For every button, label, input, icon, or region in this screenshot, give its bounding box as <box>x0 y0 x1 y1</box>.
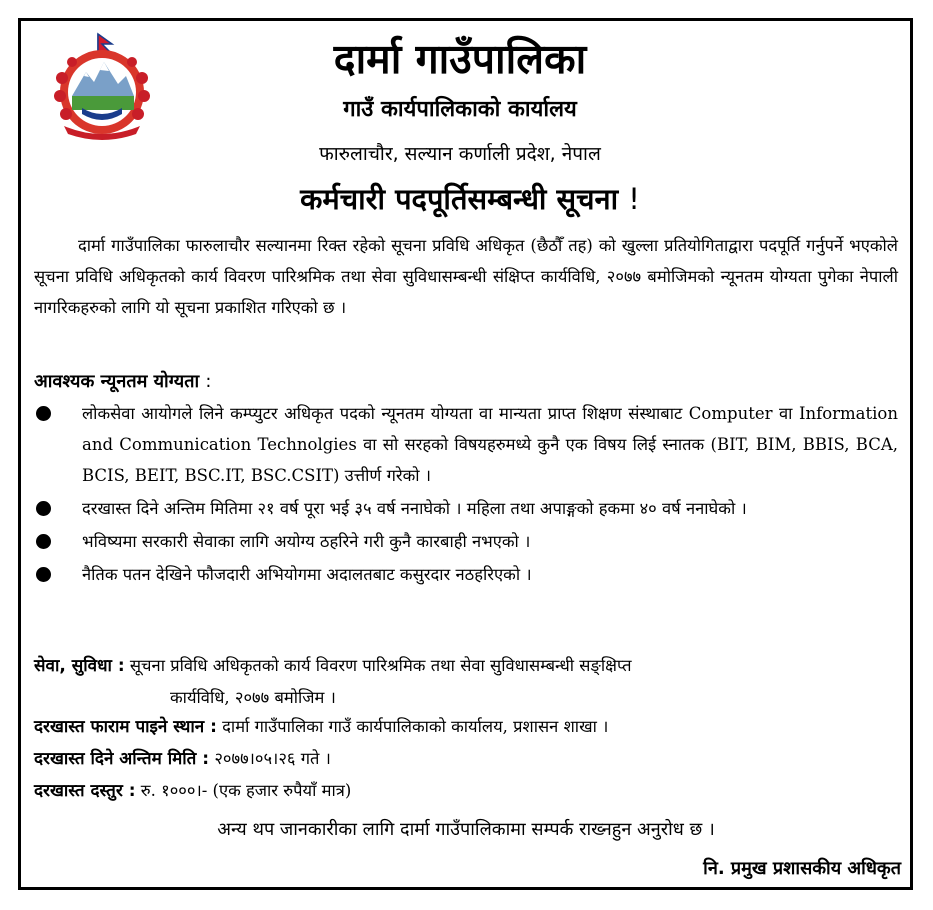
qualification-item-text: लोकसेवा आयोगले लिने कम्प्युटर अधिकृत पदको न्यूनतम योग्यता वा मान्यता प्राप्त शिक्षण संस्थाबाट Computer वा Information and Communication Technolgies वा सो सरहको विषयहरुमध्ये कुनै एक विषय लिई स्नातक (BIT, BIM, BBIS, BCA, BCIS, BEIT, BSC.IT, BSC.CSIT) उत्तीर्ण गरेको । <box>82 404 898 485</box>
office-subtitle: गाउँ कार्यपालिकाको कार्यालय <box>343 97 577 122</box>
application-place-value: दार्मा गाउँपालिका गाउँ कार्यपालिकाको कार्यालय, प्रशासन शाखा । <box>222 717 609 736</box>
notice-intro-paragraph: दार्मा गाउँपालिका फारुलाचौर सल्यानमा रिक्त रहेको सूचना प्रविधि अधिकृत (छैठौँ तह) को खुल्ला प्रतियोगिताद्वारा पदपूर्ति गर्नुपर्ने भएकोले सूचना प्रविधि अधिकृतको कार्य विवरण पारिश्रमिक तथा सेवा सुविधासम्बन्धी संक्षिप्त कार्यविधि, २०७७ बमोजिमको न्यूनतम योग्यता पुगेका नेपाली नागरिकहरुको लागि यो सूचना प्रकाशित गरिएको छ । <box>34 236 898 317</box>
application-deadline-value: २०७७।०५।२६ गते । <box>214 749 331 768</box>
application-deadline-label: दरखास्त दिने अन्तिम मिति : <box>34 749 210 769</box>
emblem-hills <box>72 96 134 110</box>
application-fee-row <box>34 776 898 806</box>
application-place-row <box>34 712 898 742</box>
qualification-heading-text: आवश्यक न्यूनतम योग्यता <box>34 371 200 392</box>
application-fee-value: रु. १०००।- (एक हजार रुपैयाँ मात्र) <box>140 781 352 800</box>
qualification-heading <box>34 368 212 396</box>
notice-title-mark: ! <box>628 182 640 216</box>
service-line-1: सूचना प्रविधि अधिकृतको कार्य विवरण पारिश्रमिक तथा सेवा सुविधासम्बन्धी सङ्क्षिप्त <box>129 656 632 675</box>
qualification-list <box>30 398 898 592</box>
signature-designation: नि. प्रमुख प्रशासकीय अधिकृत <box>703 858 901 879</box>
service-line-2: कार्यविधि, २०७७ बमोजिम । <box>170 688 336 707</box>
qualification-item <box>30 398 898 491</box>
qualification-item <box>30 493 898 524</box>
qualification-item <box>30 526 898 557</box>
municipality-title: दार्मा गाउँपालिका <box>333 35 587 83</box>
notice-title <box>100 176 840 222</box>
qualification-item-text: नैतिक पतन देखिने फौजदारी अभियोगमा अदालतबाट कसुरदार नठहरिएको । <box>82 565 532 584</box>
qualification-item-text: भविष्यमा सरकारी सेवाका लागि अयोग्य ठहरिने गरी कुनै कारबाही नभएको । <box>82 532 531 551</box>
application-place-label: दरखास्त फाराम पाइने स्थान : <box>34 717 217 737</box>
service-facility-section <box>34 650 898 713</box>
qualification-item-text: दरखास्त दिने अन्तिम मितिमा २१ वर्ष पूरा भई ३५ वर्ष ननाघेको । महिला तथा अपाङ्गको हकमा ४० वर्ष ननाघेको । <box>82 499 747 518</box>
qualification-item <box>30 559 898 590</box>
bullet-icon <box>36 567 51 582</box>
qualification-heading-colon: : <box>205 371 212 392</box>
bullet-icon <box>36 406 51 421</box>
application-fee-label: दरखास्त दस्तुर : <box>34 781 136 801</box>
contact-request: अन्य थप जानकारीका लागि दार्मा गाउँपालिकामा सम्पर्क राख्नहुन अनुरोध छ । <box>217 819 715 840</box>
bullet-icon <box>36 534 51 549</box>
office-address: फारुलाचौर, सल्यान कर्णाली प्रदेश, नेपाल <box>319 143 601 165</box>
nepal-government-emblem-icon <box>38 30 166 142</box>
application-deadline-row <box>34 744 898 774</box>
bullet-icon <box>36 501 51 516</box>
service-label: सेवा, सुविधा : <box>34 656 125 676</box>
notice-title-text: कर्मचारी पदपूर्तिसम्बन्धी सूचना <box>300 182 619 216</box>
